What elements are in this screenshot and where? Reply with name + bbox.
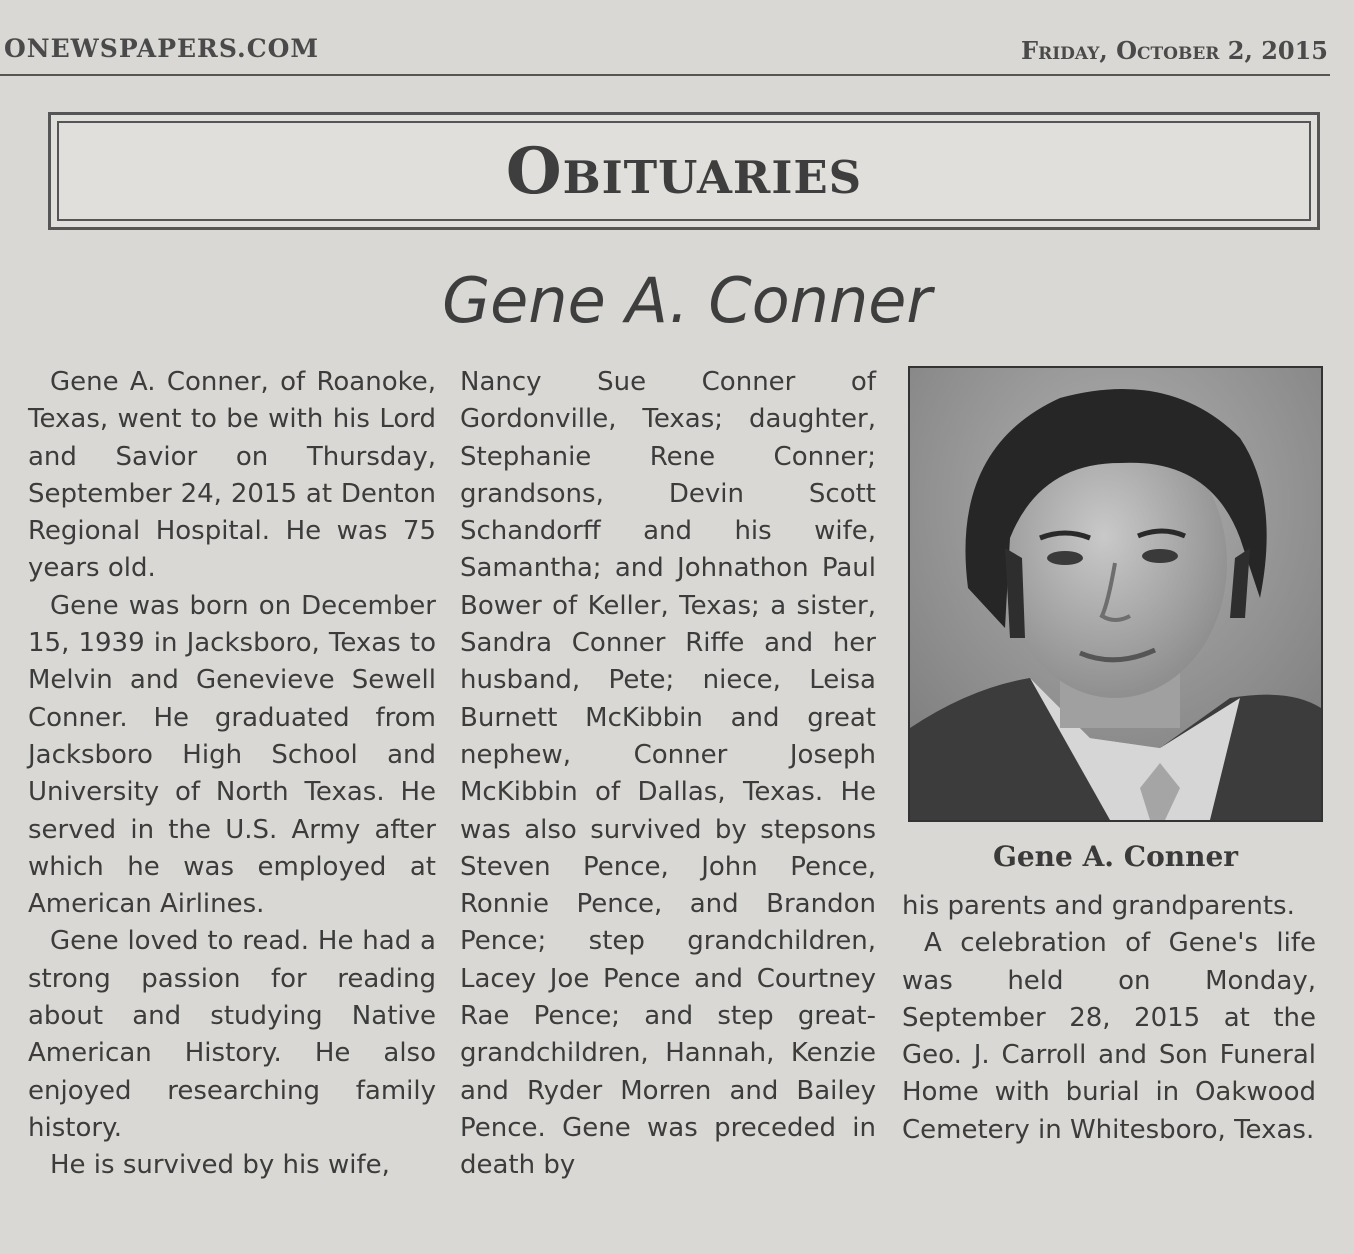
article-column-3 <box>902 888 1316 1149</box>
paragraph: Gene loved to read. He had a strong passion for reading about and studying Native American History. He also enjoyed researching family history. <box>28 926 436 1143</box>
section-banner-inner <box>57 121 1311 221</box>
section-banner <box>48 112 1320 230</box>
issue-date: Friday, October 2, 2015 <box>1021 36 1328 65</box>
article-column-1 <box>28 364 436 1185</box>
portrait-photo <box>908 366 1323 822</box>
section-title: Obituaries <box>505 133 863 209</box>
article-column-2 <box>460 364 876 1185</box>
paragraph: Nancy Sue Conner of Gordonville, Texas; daughter, Stephanie Rene Conner; grandsons, Devin Scott Schandorff and his wife, Samantha; and Johnathon Paul Bower of Keller, Texas; a sister, Sandra Conner Riffe and her husband, Pete; niece, Leisa Burnett McKibbin and great nephew, Conner Joseph McKibbin of Dallas, Texas. He was also survived by stepsons Steven Pence, John Pence, Ronnie Pence, and Brandon Pence; step grandchildren, Lacey Joe Pence and Courtney Rae Pence; and step great-grandchildren, Hannah, Kenzie and Ryder Morren and Bailey Pence. Gene was preceded in death by <box>460 367 876 1181</box>
portrait-image <box>910 368 1321 820</box>
paragraph: He is survived by his wife, <box>50 1150 390 1181</box>
paragraph: Gene was born on December 15, 1939 in Jacksboro, Texas to Melvin and Genevieve Sewell Conner. He graduated from Jacksboro High School and University of North Texas. He served in the U.S. Army after which he was employed at American Airlines. <box>28 590 436 920</box>
paragraph: his parents and grandparents. <box>902 891 1295 921</box>
paragraph: A celebration of Gene's life was held on Monday, September 28, 2015 at the Geo. J. Carroll and Son Funeral Home with burial in Oakwood Cemetery in Whitesboro, Texas. <box>902 928 1316 1145</box>
paragraph: Gene A. Conner, of Roanoke, Texas, went to be with his Lord and Savior on Thursday, September 24, 2015 at Denton Regional Hospital. He was 75 years old. <box>28 367 436 584</box>
obituary-headline: Gene A. Conner <box>442 264 932 337</box>
masthead <box>0 30 1330 76</box>
site-name: ONEWSPAPERS.COM <box>4 34 320 63</box>
photo-caption: Gene A. Conner <box>992 840 1239 873</box>
